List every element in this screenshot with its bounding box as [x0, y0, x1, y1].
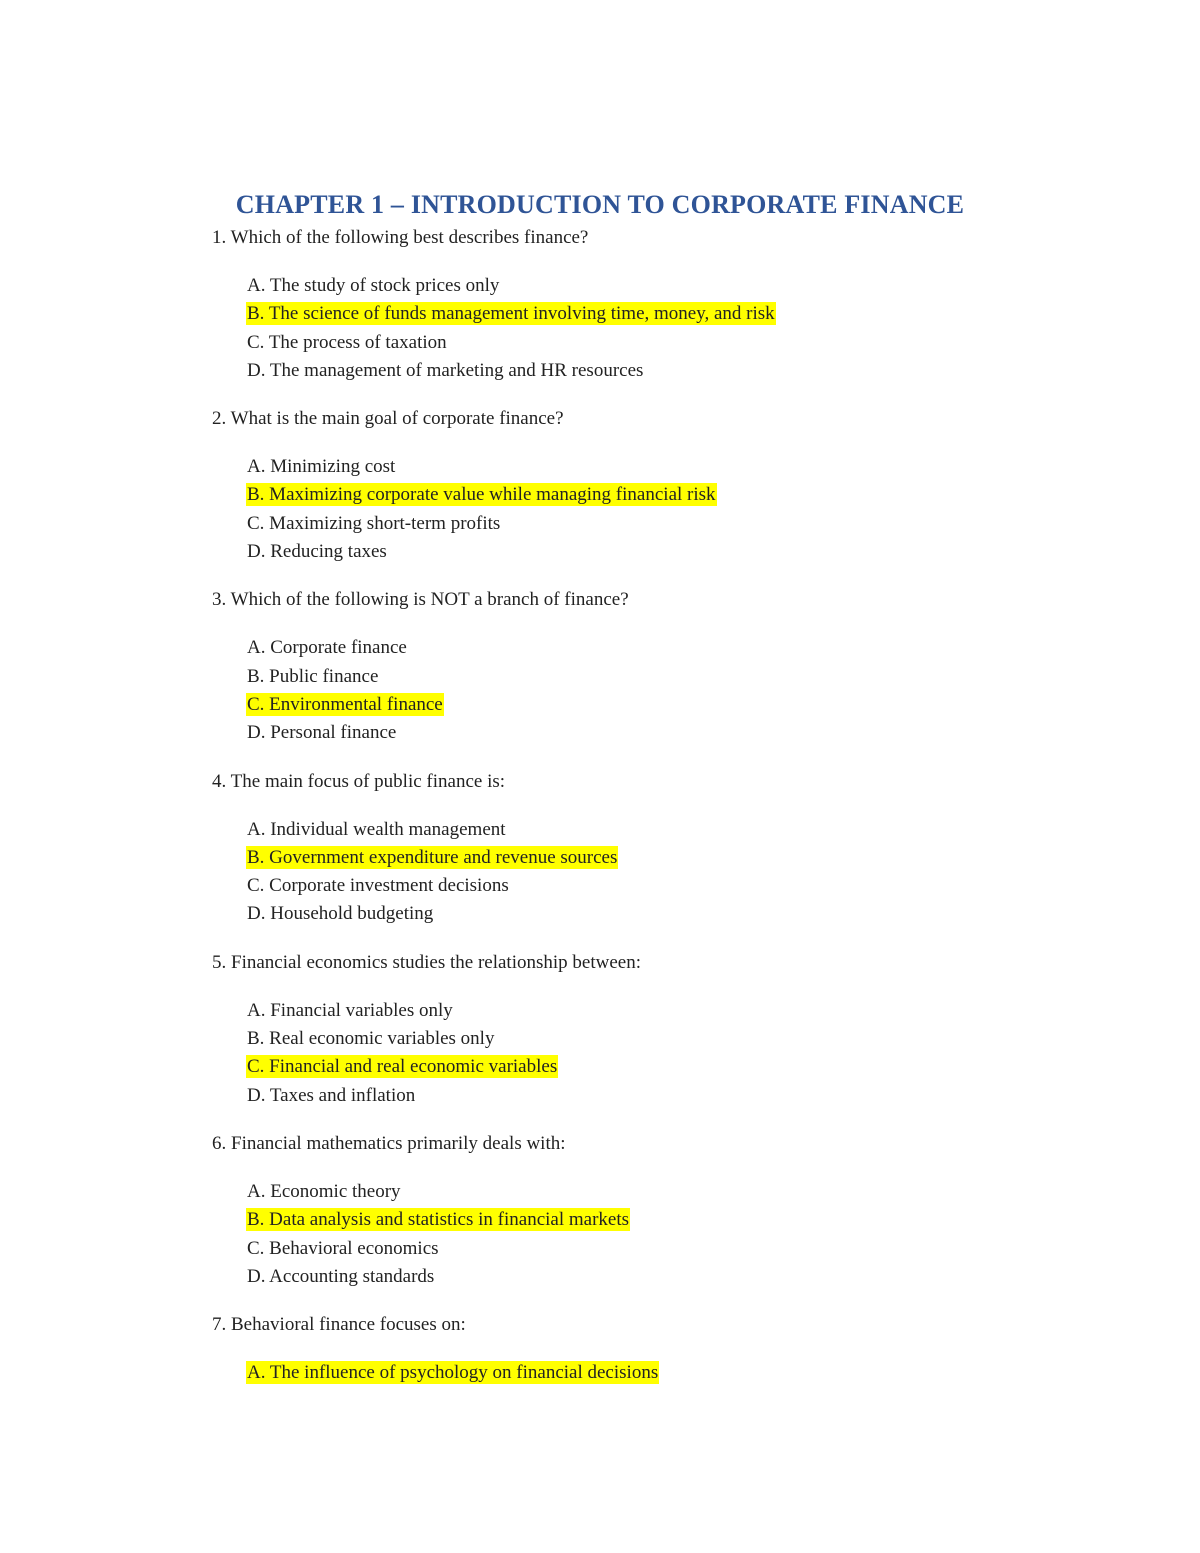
- option-text: D. Personal finance: [247, 722, 397, 744]
- option-b-highlighted: [246, 483, 1112, 511]
- chapter-title: CHAPTER 1 – INTRODUCTION TO CORPORATE FINANCE: [235, 190, 965, 219]
- option-b-highlighted: [246, 302, 1112, 330]
- option-a-highlighted: [246, 1361, 1112, 1389]
- option-c-highlighted: [246, 1055, 1112, 1083]
- option-d: [246, 1265, 1112, 1293]
- option-text: D. Household budgeting: [247, 903, 434, 925]
- option-list: [246, 274, 1112, 387]
- option-a: [246, 455, 1112, 483]
- option-d: [246, 359, 1112, 387]
- option-text: B. Data analysis and statistics in financial markets: [247, 1209, 630, 1231]
- option-text: D. The management of marketing and HR resources: [247, 359, 644, 381]
- option-d: [246, 1084, 1112, 1112]
- option-list: [246, 1180, 1112, 1293]
- question-7: [212, 1313, 1112, 1389]
- question-3: [212, 588, 1112, 749]
- option-a: [246, 636, 1112, 664]
- option-list: [246, 1361, 1112, 1389]
- question-5: [212, 951, 1112, 1112]
- option-d: [246, 540, 1112, 568]
- option-text: B. Government expenditure and revenue sources: [247, 846, 618, 868]
- option-text: A. Economic theory: [247, 1180, 401, 1202]
- option-b-highlighted: [246, 1208, 1112, 1236]
- option-a: [246, 274, 1112, 302]
- option-text: D. Taxes and inflation: [247, 1084, 416, 1106]
- option-text: C. The process of taxation: [247, 331, 447, 353]
- option-d: [246, 902, 1112, 930]
- option-text: A. Financial variables only: [247, 999, 453, 1021]
- option-text: D. Reducing taxes: [247, 541, 387, 563]
- option-list: [246, 999, 1112, 1112]
- question-text: 6. Financial mathematics primarily deals with:: [212, 1132, 566, 1154]
- question-text: 5. Financial economics studies the relationship between:: [212, 951, 641, 973]
- option-text: A. Individual wealth management: [247, 818, 506, 840]
- question-text: 3. Which of the following is NOT a branch of finance?: [212, 589, 629, 611]
- question-list: [212, 226, 1112, 1389]
- option-list: [246, 636, 1112, 749]
- question-1: [212, 226, 1112, 387]
- option-text: A. Minimizing cost: [247, 456, 396, 478]
- option-text: B. Maximizing corporate value while managing financial risk: [247, 484, 716, 506]
- question-text: 7. Behavioral finance focuses on:: [212, 1314, 466, 1336]
- option-text: A. Corporate finance: [247, 637, 407, 659]
- option-d: [246, 721, 1112, 749]
- option-c: [246, 874, 1112, 902]
- option-c: [246, 1237, 1112, 1265]
- option-text: C. Corporate investment decisions: [247, 875, 509, 897]
- option-a: [246, 1180, 1112, 1208]
- option-text: C. Maximizing short-term profits: [247, 512, 501, 534]
- option-text: C. Behavioral economics: [247, 1237, 439, 1259]
- option-text: C. Financial and real economic variables: [247, 1056, 558, 1078]
- option-text: A. The influence of psychology on financial decisions: [247, 1362, 659, 1384]
- question-4: [212, 770, 1112, 931]
- option-a: [246, 999, 1112, 1027]
- question-2: [212, 407, 1112, 568]
- option-a: [246, 818, 1112, 846]
- option-text: B. Real economic variables only: [247, 1028, 495, 1050]
- option-c: [246, 512, 1112, 540]
- question-6: [212, 1132, 1112, 1293]
- option-text: B. The science of funds management involving time, money, and risk: [247, 303, 775, 325]
- option-list: [246, 455, 1112, 568]
- question-text: 2. What is the main goal of corporate finance?: [212, 408, 564, 430]
- option-text: D. Accounting standards: [247, 1265, 435, 1287]
- option-b: [246, 1027, 1112, 1055]
- question-text: 1. Which of the following best describes finance?: [212, 227, 589, 248]
- option-list: [246, 818, 1112, 931]
- option-b: [246, 665, 1112, 693]
- question-text: 4. The main focus of public finance is:: [212, 770, 506, 792]
- option-c: [246, 331, 1112, 359]
- option-text: B. Public finance: [247, 665, 379, 687]
- option-c-highlighted: [246, 693, 1112, 721]
- option-text: C. Environmental finance: [247, 693, 443, 715]
- option-text: A. The study of stock prices only: [247, 275, 500, 296]
- option-b-highlighted: [246, 846, 1112, 874]
